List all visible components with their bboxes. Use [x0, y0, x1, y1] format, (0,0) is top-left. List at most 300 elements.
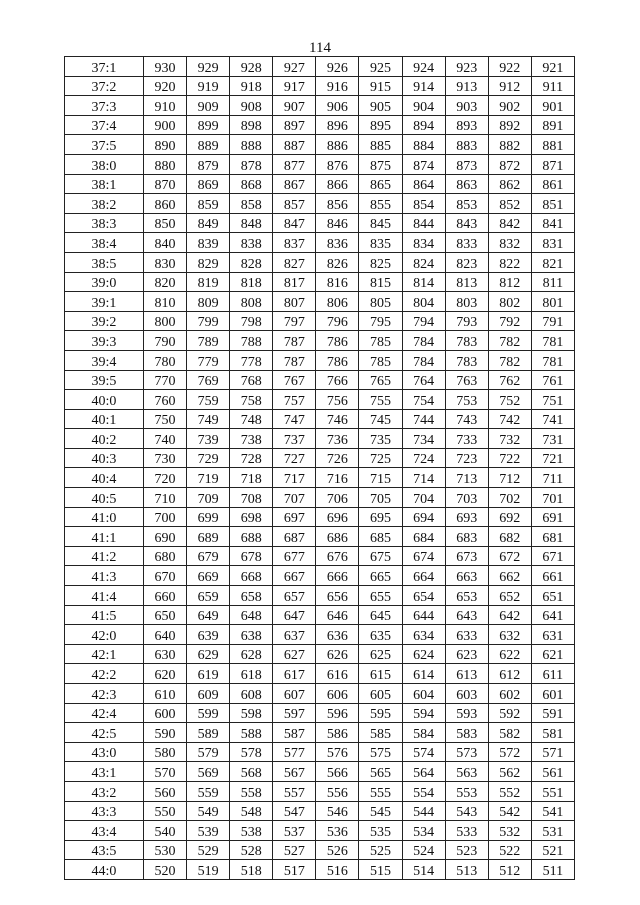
score-cell: 879	[187, 154, 230, 174]
score-cell: 901	[531, 96, 574, 116]
table-row	[65, 57, 575, 77]
table-row	[65, 233, 575, 253]
score-cell: 692	[488, 507, 531, 527]
score-cell: 746	[316, 409, 359, 429]
score-cell: 871	[531, 154, 574, 174]
score-cell: 839	[187, 233, 230, 253]
time-cell: 44:0	[65, 860, 144, 880]
score-cell: 821	[531, 252, 574, 272]
score-cell: 565	[359, 762, 402, 782]
score-cell: 550	[144, 801, 187, 821]
score-cell: 729	[187, 448, 230, 468]
score-cell: 822	[488, 252, 531, 272]
page-number: 114	[309, 40, 331, 56]
score-cell: 619	[187, 664, 230, 684]
score-cell: 840	[144, 233, 187, 253]
score-cell: 646	[316, 605, 359, 625]
score-cell: 623	[445, 644, 488, 664]
score-cell: 663	[445, 566, 488, 586]
score-cell: 694	[402, 507, 445, 527]
table-row	[65, 546, 575, 566]
score-cell: 823	[445, 252, 488, 272]
score-cell: 607	[273, 684, 316, 704]
score-cell: 628	[230, 644, 273, 664]
score-cell: 535	[359, 821, 402, 841]
score-cell: 525	[359, 840, 402, 860]
score-cell: 784	[402, 350, 445, 370]
time-cell: 39:2	[65, 311, 144, 331]
score-cell: 604	[402, 684, 445, 704]
score-cell: 695	[359, 507, 402, 527]
time-cell: 40:0	[65, 390, 144, 410]
table-row	[65, 566, 575, 586]
score-cell: 630	[144, 644, 187, 664]
score-cell: 755	[359, 390, 402, 410]
time-cell: 42:0	[65, 625, 144, 645]
table-row	[65, 429, 575, 449]
score-cell: 708	[230, 488, 273, 508]
score-cell: 534	[402, 821, 445, 841]
score-cell: 752	[488, 390, 531, 410]
score-cell: 544	[402, 801, 445, 821]
score-cell: 913	[445, 76, 488, 96]
score-cell: 749	[187, 409, 230, 429]
score-cell: 877	[273, 154, 316, 174]
score-cell: 768	[230, 370, 273, 390]
score-cell: 865	[359, 174, 402, 194]
score-cell: 831	[531, 233, 574, 253]
score-cell: 898	[230, 115, 273, 135]
table-row	[65, 605, 575, 625]
time-cell: 38:4	[65, 233, 144, 253]
score-cell: 531	[531, 821, 574, 841]
score-cell: 638	[230, 625, 273, 645]
score-cell: 730	[144, 448, 187, 468]
score-cell: 561	[531, 762, 574, 782]
score-cell: 696	[316, 507, 359, 527]
table-row	[65, 292, 575, 312]
score-cell: 808	[230, 292, 273, 312]
time-cell: 39:4	[65, 350, 144, 370]
score-cell: 747	[273, 409, 316, 429]
time-cell: 43:1	[65, 762, 144, 782]
score-cell: 683	[445, 527, 488, 547]
score-cell: 766	[316, 370, 359, 390]
score-cell: 686	[316, 527, 359, 547]
score-cell: 817	[273, 272, 316, 292]
score-cell: 617	[273, 664, 316, 684]
table-row	[65, 252, 575, 272]
score-cell: 679	[187, 546, 230, 566]
score-cell: 719	[187, 468, 230, 488]
score-cell: 671	[531, 546, 574, 566]
score-cell: 870	[144, 174, 187, 194]
score-cell: 523	[445, 840, 488, 860]
score-cell: 627	[273, 644, 316, 664]
score-cell: 551	[531, 781, 574, 801]
score-cell: 914	[402, 76, 445, 96]
score-cell: 632	[488, 625, 531, 645]
score-cell: 528	[230, 840, 273, 860]
score-cell: 718	[230, 468, 273, 488]
score-cell: 670	[144, 566, 187, 586]
score-cell: 601	[531, 684, 574, 704]
score-cell: 741	[531, 409, 574, 429]
score-cell: 645	[359, 605, 402, 625]
score-cell: 714	[402, 468, 445, 488]
time-cell: 38:0	[65, 154, 144, 174]
score-cell: 856	[316, 194, 359, 214]
time-cell: 43:3	[65, 801, 144, 821]
score-cell: 537	[273, 821, 316, 841]
table-row	[65, 684, 575, 704]
score-cell: 786	[316, 331, 359, 351]
score-cell: 788	[230, 331, 273, 351]
score-cell: 599	[187, 703, 230, 723]
score-cell: 626	[316, 644, 359, 664]
score-cell: 820	[144, 272, 187, 292]
score-cell: 519	[187, 860, 230, 880]
score-cell: 622	[488, 644, 531, 664]
score-cell: 580	[144, 742, 187, 762]
score-cell: 641	[531, 605, 574, 625]
score-cell: 677	[273, 546, 316, 566]
score-cell: 602	[488, 684, 531, 704]
time-cell: 43:5	[65, 840, 144, 860]
score-cell: 564	[402, 762, 445, 782]
score-cell: 816	[316, 272, 359, 292]
score-cell: 864	[402, 174, 445, 194]
table-row	[65, 96, 575, 116]
score-cell: 916	[316, 76, 359, 96]
score-cell: 586	[316, 723, 359, 743]
score-cell: 680	[144, 546, 187, 566]
score-cell: 660	[144, 586, 187, 606]
score-cell: 526	[316, 840, 359, 860]
score-cell: 597	[273, 703, 316, 723]
score-cell: 691	[531, 507, 574, 527]
score-cell: 717	[273, 468, 316, 488]
score-cell: 904	[402, 96, 445, 116]
score-cell: 903	[445, 96, 488, 116]
score-cell: 872	[488, 154, 531, 174]
score-cell: 689	[187, 527, 230, 547]
score-cell: 858	[230, 194, 273, 214]
score-cell: 644	[402, 605, 445, 625]
table-row	[65, 350, 575, 370]
score-cell: 618	[230, 664, 273, 684]
score-cell: 761	[531, 370, 574, 390]
score-cell: 668	[230, 566, 273, 586]
score-cell: 895	[359, 115, 402, 135]
score-cell: 910	[144, 96, 187, 116]
score-cell: 765	[359, 370, 402, 390]
score-cell: 614	[402, 664, 445, 684]
score-cell: 568	[230, 762, 273, 782]
score-cell: 787	[273, 350, 316, 370]
score-cell: 652	[488, 586, 531, 606]
score-cell: 751	[531, 390, 574, 410]
score-cell: 542	[488, 801, 531, 821]
score-cell: 764	[402, 370, 445, 390]
score-cell: 836	[316, 233, 359, 253]
score-cell: 532	[488, 821, 531, 841]
time-cell: 43:2	[65, 781, 144, 801]
score-cell: 795	[359, 311, 402, 331]
score-cell: 585	[359, 723, 402, 743]
score-cell: 578	[230, 742, 273, 762]
score-cell: 554	[402, 781, 445, 801]
score-cell: 829	[187, 252, 230, 272]
score-cell: 815	[359, 272, 402, 292]
score-cell: 828	[230, 252, 273, 272]
score-cell: 850	[144, 213, 187, 233]
table-row	[65, 703, 575, 723]
score-cell: 666	[316, 566, 359, 586]
score-cell: 634	[402, 625, 445, 645]
score-cell: 886	[316, 135, 359, 155]
score-cell: 843	[445, 213, 488, 233]
score-cell: 702	[488, 488, 531, 508]
score-cell: 900	[144, 115, 187, 135]
score-cell: 621	[531, 644, 574, 664]
score-cell: 927	[273, 57, 316, 77]
score-cell: 616	[316, 664, 359, 684]
score-cell: 563	[445, 762, 488, 782]
score-cell: 926	[316, 57, 359, 77]
score-cell: 533	[445, 821, 488, 841]
score-cell: 649	[187, 605, 230, 625]
score-cell: 624	[402, 644, 445, 664]
time-cell: 38:5	[65, 252, 144, 272]
score-cell: 541	[531, 801, 574, 821]
score-cell: 655	[359, 586, 402, 606]
score-cell: 890	[144, 135, 187, 155]
score-cell: 888	[230, 135, 273, 155]
score-cell: 763	[445, 370, 488, 390]
time-cell: 38:2	[65, 194, 144, 214]
score-cell: 518	[230, 860, 273, 880]
table-row	[65, 664, 575, 684]
score-cell: 606	[316, 684, 359, 704]
score-cell: 648	[230, 605, 273, 625]
score-cell: 697	[273, 507, 316, 527]
score-cell: 603	[445, 684, 488, 704]
score-cell: 841	[531, 213, 574, 233]
score-cell: 860	[144, 194, 187, 214]
time-cell: 41:5	[65, 605, 144, 625]
score-cell: 688	[230, 527, 273, 547]
score-cell: 876	[316, 154, 359, 174]
score-cell: 600	[144, 703, 187, 723]
score-cell: 801	[531, 292, 574, 312]
score-cell: 779	[187, 350, 230, 370]
score-cell: 827	[273, 252, 316, 272]
time-cell: 39:3	[65, 331, 144, 351]
time-cell: 42:5	[65, 723, 144, 743]
score-cell: 577	[273, 742, 316, 762]
score-cell: 707	[273, 488, 316, 508]
score-cell: 557	[273, 781, 316, 801]
score-cell: 837	[273, 233, 316, 253]
score-cell: 549	[187, 801, 230, 821]
score-cell: 658	[230, 586, 273, 606]
score-cell: 584	[402, 723, 445, 743]
score-cell: 758	[230, 390, 273, 410]
score-cell: 929	[187, 57, 230, 77]
score-cell: 539	[187, 821, 230, 841]
score-cell: 838	[230, 233, 273, 253]
score-cell: 845	[359, 213, 402, 233]
score-cell: 706	[316, 488, 359, 508]
score-cell: 654	[402, 586, 445, 606]
time-cell: 43:0	[65, 742, 144, 762]
score-cell: 675	[359, 546, 402, 566]
score-cell: 736	[316, 429, 359, 449]
score-cell: 897	[273, 115, 316, 135]
score-cell: 662	[488, 566, 531, 586]
score-cell: 832	[488, 233, 531, 253]
score-cell: 778	[230, 350, 273, 370]
score-cell: 906	[316, 96, 359, 116]
score-cell: 572	[488, 742, 531, 762]
score-cell: 884	[402, 135, 445, 155]
score-cell: 925	[359, 57, 402, 77]
time-cell: 41:4	[65, 586, 144, 606]
score-cell: 907	[273, 96, 316, 116]
table-row	[65, 390, 575, 410]
score-cell: 605	[359, 684, 402, 704]
score-cell: 530	[144, 840, 187, 860]
score-cell: 536	[316, 821, 359, 841]
time-cell: 37:5	[65, 135, 144, 155]
score-cell: 582	[488, 723, 531, 743]
score-cell: 875	[359, 154, 402, 174]
score-cell: 885	[359, 135, 402, 155]
score-cell: 538	[230, 821, 273, 841]
score-cell: 887	[273, 135, 316, 155]
score-cell: 676	[316, 546, 359, 566]
score-cell: 579	[187, 742, 230, 762]
score-cell: 857	[273, 194, 316, 214]
score-cell: 685	[359, 527, 402, 547]
score-cell: 612	[488, 664, 531, 684]
score-cell: 744	[402, 409, 445, 429]
score-cell: 631	[531, 625, 574, 645]
table-row	[65, 781, 575, 801]
score-cell: 863	[445, 174, 488, 194]
score-cell: 665	[359, 566, 402, 586]
score-cell: 812	[488, 272, 531, 292]
score-cell: 712	[488, 468, 531, 488]
score-cell: 789	[187, 331, 230, 351]
table-row	[65, 115, 575, 135]
score-cell: 908	[230, 96, 273, 116]
score-cell: 722	[488, 448, 531, 468]
score-cell: 748	[230, 409, 273, 429]
score-cell: 921	[531, 57, 574, 77]
score-cell: 520	[144, 860, 187, 880]
score-cell: 547	[273, 801, 316, 821]
score-cell: 739	[187, 429, 230, 449]
score-cell: 922	[488, 57, 531, 77]
score-cell: 861	[531, 174, 574, 194]
score-cell: 705	[359, 488, 402, 508]
score-cell: 847	[273, 213, 316, 233]
score-cell: 762	[488, 370, 531, 390]
table-row	[65, 625, 575, 645]
time-cell: 39:1	[65, 292, 144, 312]
score-cell: 833	[445, 233, 488, 253]
score-cell: 734	[402, 429, 445, 449]
score-cell: 905	[359, 96, 402, 116]
score-cell: 862	[488, 174, 531, 194]
score-cell: 855	[359, 194, 402, 214]
score-cell: 720	[144, 468, 187, 488]
time-cell: 37:4	[65, 115, 144, 135]
score-cell: 811	[531, 272, 574, 292]
score-cell: 681	[531, 527, 574, 547]
score-cell: 742	[488, 409, 531, 429]
score-cell: 698	[230, 507, 273, 527]
score-cell: 637	[273, 625, 316, 645]
score-cell: 725	[359, 448, 402, 468]
table-row	[65, 194, 575, 214]
table-row	[65, 76, 575, 96]
score-cell: 589	[187, 723, 230, 743]
table-row	[65, 644, 575, 664]
time-cell: 41:2	[65, 546, 144, 566]
score-cell: 882	[488, 135, 531, 155]
score-cell: 516	[316, 860, 359, 880]
score-cell: 527	[273, 840, 316, 860]
score-cell: 881	[531, 135, 574, 155]
score-cell: 611	[531, 664, 574, 684]
time-cell: 38:1	[65, 174, 144, 194]
score-cell: 587	[273, 723, 316, 743]
score-cell: 920	[144, 76, 187, 96]
time-cell: 37:1	[65, 57, 144, 77]
score-cell: 866	[316, 174, 359, 194]
score-cell: 797	[273, 311, 316, 331]
score-cell: 566	[316, 762, 359, 782]
score-cell: 804	[402, 292, 445, 312]
score-cell: 699	[187, 507, 230, 527]
score-cell: 625	[359, 644, 402, 664]
score-cell: 878	[230, 154, 273, 174]
score-cell: 608	[230, 684, 273, 704]
score-cell: 571	[531, 742, 574, 762]
score-cell: 515	[359, 860, 402, 880]
score-cell: 613	[445, 664, 488, 684]
score-cell: 639	[187, 625, 230, 645]
score-cell: 703	[445, 488, 488, 508]
score-cell: 784	[402, 331, 445, 351]
score-cell: 588	[230, 723, 273, 743]
table-row	[65, 468, 575, 488]
score-cell: 567	[273, 762, 316, 782]
score-cell: 750	[144, 409, 187, 429]
table-row	[65, 488, 575, 508]
score-cell: 902	[488, 96, 531, 116]
score-cell: 867	[273, 174, 316, 194]
score-cell: 650	[144, 605, 187, 625]
score-cell: 674	[402, 546, 445, 566]
table-row	[65, 174, 575, 194]
score-cell: 844	[402, 213, 445, 233]
score-cell: 573	[445, 742, 488, 762]
table-row	[65, 448, 575, 468]
